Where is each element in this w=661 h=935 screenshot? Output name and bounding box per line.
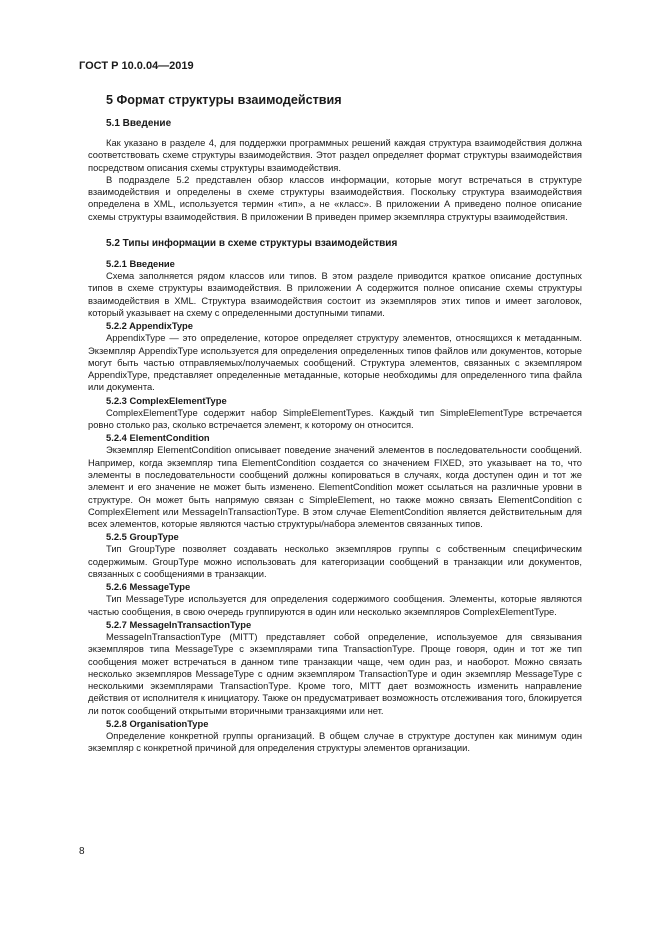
subsection-5-2-7-paragraph: MessageInTransactionType (MITT) представляет собой определение, используемое для связывания экземпляров типа MessageType с экземплярами типа TransactionType. Проще говоря, один и тот же тип сообщения может встречаться в данном типе транзакции чаще, чем один раз, и наоборот. Можно связать несколько экземпляров MessageType с одним экземпляром TransactionType и один экземпляр MessageType с несколькими экземплярами TransactionType. Кроме того, MITT дает возможность изменить направление действия от исполнителя к инициатору. Также он предусматривает возможность отслеживания того, блокируется ли поток сообщений открытыми вторичными транзакциями или нет. (88, 630, 582, 716)
subsection-5-2-6-title: 5.2.6 MessageType (106, 581, 191, 593)
subsection-5-2-8-paragraph: Определение конкретной группы организаций. В общем случае в структуре доступен как минимум один экземпляр с конкретной причиной для определения структуры элементов организации. (88, 729, 582, 754)
page-number: 8 (79, 846, 85, 857)
subsection-5-1-paragraph-2: В подразделе 5.2 представлен обзор классов информации, которые могут встречаться в структуре взаимодействия и определены в схеме структуры взаимодействия. Поскольку структура взаимодействия определена в XML, используется термин «тип», а не «класс». В приложении А приведено полное описание схемы структуры взаимодействия. В приложении В приведен пример экземпляра структуры взаимодействия. (88, 173, 582, 222)
subsection-5-2-8-title: 5.2.8 OrganisationType (106, 717, 209, 729)
subsection-5-2-1-title: 5.2.1 Введение (106, 258, 175, 270)
subsection-5-2-3-paragraph: ComplexElementType содержит набор SimpleElementTypes. Каждый тип SimpleElementType встречается ровно столько раз, сколько встречается элемент, к которому он относится. (88, 406, 582, 431)
subsection-5-2-4-title: 5.2.4 ElementCondition (106, 432, 210, 444)
running-header: ГОСТ Р 10.0.04—2019 (79, 60, 194, 72)
subsection-5-2-4-paragraph: Экземпляр ElementCondition описывает поведение значений элементов в последовательности сообщений. Например, когда экземпляр типа ElementCondition создается со значением FIXED, это указывает на то, что элементы в последовательности сообщений должны копироваться в случаях, когда доступен один и тот же элемент и его значение не может быть изменено. ElementCondition может ссылаться на различные уровни в структуре. Он может быть напрямую связан с SimpleElement, но также можно связать ElementCondition с ComplexElement или MessageInTransactionType. В этом случае ElementCondition является действительным для всех элементов, которые являются частью структуры/набора элементов связанных типов. (88, 444, 582, 530)
subsection-5-1-paragraph-1: Как указано в разделе 4, для поддержки программных решений каждая структура взаимодействия должна соответствовать схеме структуры взаимодействия. Этот раздел определяет формат структуры взаимодействия посредством описания схемы структуры взаимодействия. (88, 137, 582, 173)
subsection-5-2-3-title: 5.2.3 ComplexElementType (106, 394, 227, 406)
subsection-5-2-title: 5.2 Типы информации в схеме структуры взаимодействия (106, 238, 398, 250)
subsection-5-2-5-title: 5.2.5 GroupType (106, 531, 179, 543)
subsection-5-2-6-paragraph: Тип MessageType используется для определения содержимого сообщения. Элементы, которые являются частью сообщения, в свою очередь группируются в один или несколько экземпляров ComplexElementType. (88, 593, 582, 617)
section-title: 5 Формат структуры взаимодействия (106, 93, 342, 107)
subsection-5-1-title: 5.1 Введение (106, 118, 172, 129)
subsection-5-2-7-title: 5.2.7 MessageInTransactionType (106, 618, 252, 630)
page-content (88, 92, 582, 755)
subsection-5-2-2-title: 5.2.2 AppendixType (106, 320, 194, 332)
subsection-5-2-1-paragraph: Схема заполняется рядом классов или типов. В этом разделе приводится краткое описание доступных типов в схеме структуры взаимодействия. В приложении А содержится полное описание схемы структуры взаимодействия в XML. Структура взаимодействия состоит из экземпляров этих типов и имеет заголовок, который указывает на схему с определенными доступными типами. (88, 270, 582, 318)
subsection-5-2-2-paragraph: AppendixType — это определение, которое определяет структуру элементов, относящихся к метаданным. Экземпляр AppendixType используется для определения определенных типов файлов или документов, которые могут быть частью отправляемых/получаемых сообщений. Структура элементов, связанных с экземпляром AppendixType, представляет определенные метаданные, которые необходимы для определенного типа файла или документа. (88, 332, 582, 393)
subsection-5-2-5-paragraph: Тип GroupType позволяет создавать несколько экземпляров группы с собственным специфическим содержимым. GroupType можно использовать для категоризации сообщений в транзакции или документов, связанных с сообщениями в транзакции. (88, 543, 582, 580)
